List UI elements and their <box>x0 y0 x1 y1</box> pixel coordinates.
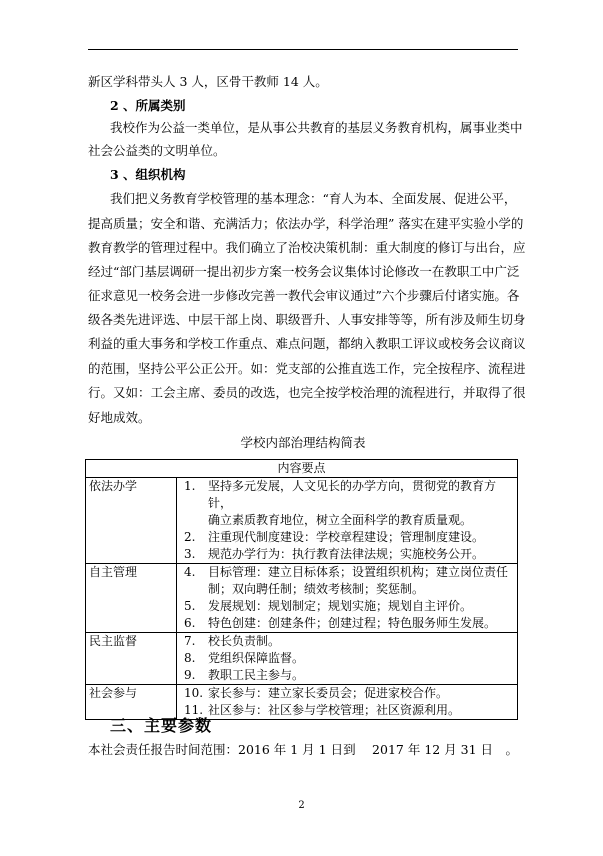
table-items <box>177 478 518 564</box>
item-text: 校长负责制。 <box>208 634 281 648</box>
report-period: 本社会责任报告时间范围：2016 年 1 月 1 日到 2017 年 12 月 31 日 。 <box>88 742 519 757</box>
list-item <box>180 581 514 598</box>
table-header-row <box>86 460 518 478</box>
text-line: 我们把义务教育学校管理的基本理念：“育人为本、全面发展、促进公平， <box>110 191 517 206</box>
text-line: 教育教学的管理过程中。我们确立了治校决策机制：重大制度的修订与出台，应 <box>88 240 526 255</box>
table-row <box>86 564 518 633</box>
item-number: 9. <box>184 668 196 682</box>
table-row <box>86 633 518 685</box>
item-text: 注重现代制度建设：学校章程建设；管理制度建设。 <box>208 530 485 544</box>
item-number: 4. <box>184 565 196 579</box>
item-text: 坚持多元发展，人文见长的办学方向，贯彻党的教育方针， <box>208 479 497 510</box>
table-items <box>177 685 518 720</box>
table-items <box>177 633 518 685</box>
table-category: 自主管理 <box>86 564 177 633</box>
item-number: 10. <box>184 686 204 700</box>
list-item <box>180 615 514 632</box>
text-line: 征求意见一校务会进一步修改完善一教代会审议通过”六个步骤后付诸实施。各 <box>88 288 520 303</box>
text-line: 经过“部门基层调研一提出初步方案一校务会议集体讨论修改一在教职工中广泛 <box>88 264 520 279</box>
list-item <box>180 702 514 719</box>
list-item <box>180 529 514 546</box>
item-text: 社区参与：社区参与学校管理；社区资源利用。 <box>208 703 461 717</box>
item-number: 11. <box>184 703 204 717</box>
table-title: 学校内部治理结构简表 <box>240 435 366 450</box>
list-item <box>180 512 514 529</box>
item-text: 党组织保障监督。 <box>208 651 305 665</box>
item-text: 规范办学行为：执行教育法律法规；实施校务公开。 <box>208 547 485 561</box>
item-number: 2. <box>184 530 196 544</box>
text-line: 级各类先进评选、中层干部上岗、职级晋升、人事安排等等，所有涉及师生切身 <box>88 312 526 327</box>
item-text: 目标管理：建立目标体系；设置组织机构；建立岗位责任 <box>208 565 509 579</box>
item-number: 5. <box>184 599 196 613</box>
item-number: 8. <box>184 651 196 665</box>
text-line: 我校作为公益一类单位，是从事公共教育的基层义务教育机构，属事业类中 <box>110 120 523 135</box>
list-item <box>180 564 514 581</box>
text-line: 提高质量；安全和谐、充满活力；依法办学，科学治理” 落实在建平实验小学的 <box>88 216 524 231</box>
list-item <box>180 633 514 650</box>
text-line: 的范围，坚持公平公正公开。如：党支部的公推直选工作，完全按程序、流程进 <box>88 361 526 376</box>
list-item <box>180 546 514 563</box>
text-line: 好地成效。 <box>88 410 151 425</box>
table-items <box>177 564 518 633</box>
item-number: 7. <box>184 634 196 648</box>
governance-table <box>85 459 518 720</box>
list-item <box>180 667 514 684</box>
item-text: 发展规划：规划制定；规划实施；规划自主评价。 <box>208 599 473 613</box>
header-rule <box>88 49 518 50</box>
section-heading: 三、主要参数 <box>110 716 213 735</box>
table-category: 依法办学 <box>86 478 177 564</box>
item-text: 确立素质教育地位，树立全面科学的教育质量观。 <box>208 513 473 527</box>
item-text: 特色创建：创建条件；创建过程；特色服务师生发展。 <box>208 616 497 630</box>
list-item <box>180 650 514 667</box>
subheading-category: 2 、所属类别 <box>110 98 186 113</box>
item-number: 6. <box>184 616 196 630</box>
item-number <box>180 512 208 529</box>
list-item <box>180 598 514 615</box>
text-line: 行。又如：工会主席、委员的改选，也完全按学校治理的流程进行，并取得了很 <box>88 385 526 400</box>
table-header: 内容要点 <box>86 460 518 478</box>
item-number <box>180 581 208 598</box>
table-category: 民主监督 <box>86 633 177 685</box>
list-item <box>180 478 514 512</box>
page-number: 2 <box>298 800 305 811</box>
table-row <box>86 478 518 564</box>
text-line: 新区学科带头人 3 人，区骨干教师 14 人。 <box>88 74 328 89</box>
table-category: 社会参与 <box>86 685 177 720</box>
list-item <box>180 685 514 702</box>
text-line: 社会公益类的文明单位。 <box>88 143 226 158</box>
subheading-organization: 3 、组织机构 <box>110 167 186 182</box>
text-line: 利益的重大事务和学校工作重点、难点问题，都纳入教职工评议或校务会议商议 <box>88 336 526 351</box>
item-number: 1. <box>184 479 196 493</box>
item-text: 教职工民主参与。 <box>208 668 305 682</box>
item-number: 3. <box>184 547 196 561</box>
item-text: 制；双向聘任制；绩效考核制；奖惩制。 <box>208 582 425 596</box>
item-text: 家长参与：建立家长委员会；促进家校合作。 <box>208 686 449 700</box>
